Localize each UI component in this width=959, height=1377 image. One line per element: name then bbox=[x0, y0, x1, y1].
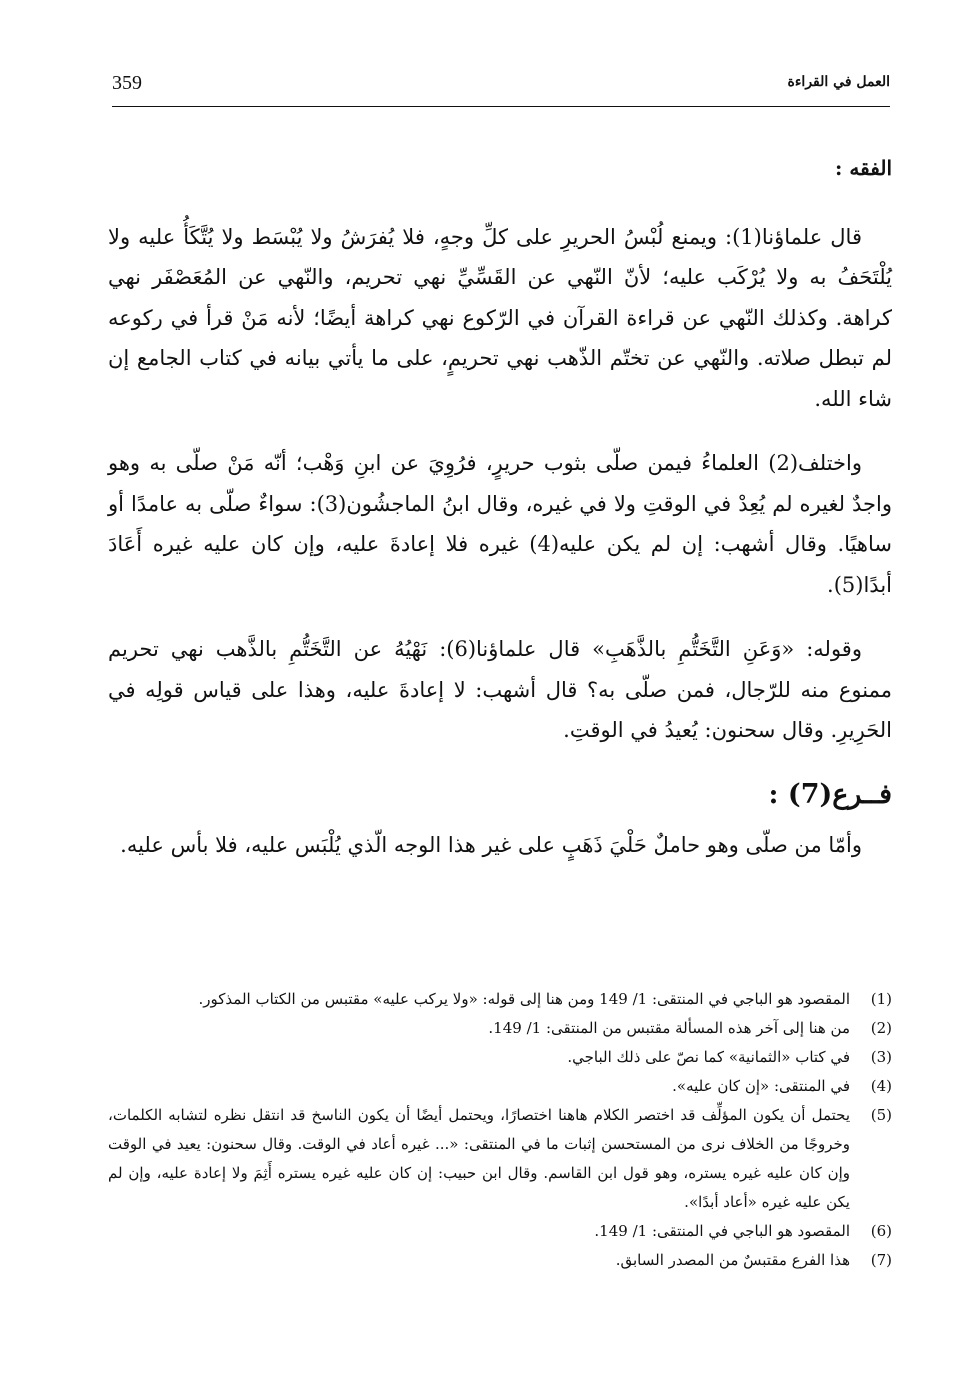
footnote-number: (1) bbox=[870, 990, 892, 1008]
page-number: 359 bbox=[112, 72, 142, 94]
paragraph-ulama-opinion: قال علماؤنا(1): ويمنع لُبْسُ الحريرِ على كلِّ وجهٍ، فلا يُفرَشُ ولا يُبْسَط ولا يُتَّكَأُ عليه ولا يُلْتَحَفُ به ولا يُرْكَب عليه؛ لأنّ النّهي عن القَسِّيِّ نهي تحريم، والنّهي عن المُعَصْفَر نهي كراهة. وكذلك النّهي عن قراءة القرآن في الرّكوع نهي كراهة أيضًا؛ لأنه مَنْ قرأ في ركوعه لم تبطل صلاته. والنّهي عن تختّم الذّهب نهي تحريمٍ، على ما يأتي بيانه في كتاب الجامع إن شاء الله. bbox=[108, 224, 892, 411]
footnote-text: من هنا إلى آخر هذه المسألة مقتبس من المنتقى: 1/ 149. bbox=[488, 1019, 850, 1037]
footnote bbox=[108, 1072, 892, 1101]
paragraph-disagreement: واختلف(2) العلماءُ فيمن صلّى بثوب حريرٍ، فرُوِيَ عن ابنِ وَهْب؛ أنّه مَنْ صلّى به وهو واجدٌ لغيره لم يُعِدْ في الوقتِ ولا في غيره، وقال ابنُ الماجشُون(3): سواءٌ صلّى به عامدًا أو ساهيًا. وقال أشهب: إن لم يكن عليه(4) غيره فلا إعادةَ عليه، وإن كان عليه غيره أَعَادَ أبدًا(5). bbox=[108, 451, 892, 597]
footnote-text: يحتمل أن يكون المؤلِّف قد اختصر الكلام هاهنا اختصارًا، ويحتمل أيضًا أن يكون الناسخ قد انتقل نظره لتشابه الكلمات، وخروجًا من الخلاف نرى من المستحسن إثبات ما في المنتقى: «... غيره أعاد في الوقت. وقال سحنون: يعيد في الوقت وإن كان عليه غيره يستره، وهو قول ابن القاسم. وقال ابن حبيب: إن كان عليه غيره يستره أَثِمَ ولا إعادة عليه، وإن لم يكن عليه غيره «أعاد أبدًا». bbox=[108, 1106, 850, 1211]
section-heading: الفقه : bbox=[835, 156, 892, 180]
paragraph-closing: وأمّا من صلّى وهو حاملٌ حَلْيَ ذَهَبٍ على غير هذا الوجه الّذي يُلْبَس عليه، فلا بأس عليه. bbox=[120, 833, 862, 857]
footnote-number: (4) bbox=[870, 1077, 892, 1095]
footnote bbox=[108, 985, 892, 1014]
footnote-text: المقصود هو الباجي في المنتقى: 1/ 149 ومن هنا إلى قوله: «ولا يركب عليه» مقتبس من الكتاب المذكور. bbox=[198, 990, 850, 1008]
footnotes bbox=[108, 985, 892, 1275]
footnote-number: (5) bbox=[870, 1106, 892, 1124]
footnote-number: (7) bbox=[870, 1251, 892, 1269]
running-title: العمل في القراءة bbox=[787, 74, 890, 90]
footnote-number: (2) bbox=[870, 1019, 892, 1037]
footnote bbox=[108, 1043, 892, 1072]
footnote-number: (6) bbox=[870, 1222, 892, 1240]
main-text bbox=[108, 148, 892, 890]
footnote-text: هذا الفرع مقتبسٌ من المصدر السابق. bbox=[615, 1251, 850, 1269]
paragraph-gold-ring: وقوله: «وَعَنِ التَّخَتُّمِ بالذَّهَبِ» قال علماؤنا(6): نَهْيُهُ عن التَّخَتُّمِ بالذَّهب نهي تحريم ممنوع منه للرّجال، فمن صلّى به؟ قال أشهب: لا إعادةَ عليه، وهذا على قياس قولِه في الحَرِيرِ. وقال سحنون: يُعيدُ في الوقتِ. bbox=[108, 637, 892, 742]
footnote bbox=[108, 1014, 892, 1043]
footnote bbox=[108, 1101, 892, 1217]
branch-heading: فــرع(7) : bbox=[768, 778, 892, 810]
footnote-text: في كتاب «الثمانية» كما نصّ على ذلك الباجي. bbox=[567, 1048, 850, 1066]
footnote bbox=[108, 1217, 892, 1246]
footnote-text: في المنتقى: «إن كان عليه». bbox=[672, 1077, 850, 1095]
footnote-number: (3) bbox=[870, 1048, 892, 1066]
footnote bbox=[108, 1246, 892, 1275]
page-header bbox=[112, 70, 890, 107]
footnote-text: المقصود هو الباجي في المنتقى: 1/ 149. bbox=[594, 1222, 850, 1240]
